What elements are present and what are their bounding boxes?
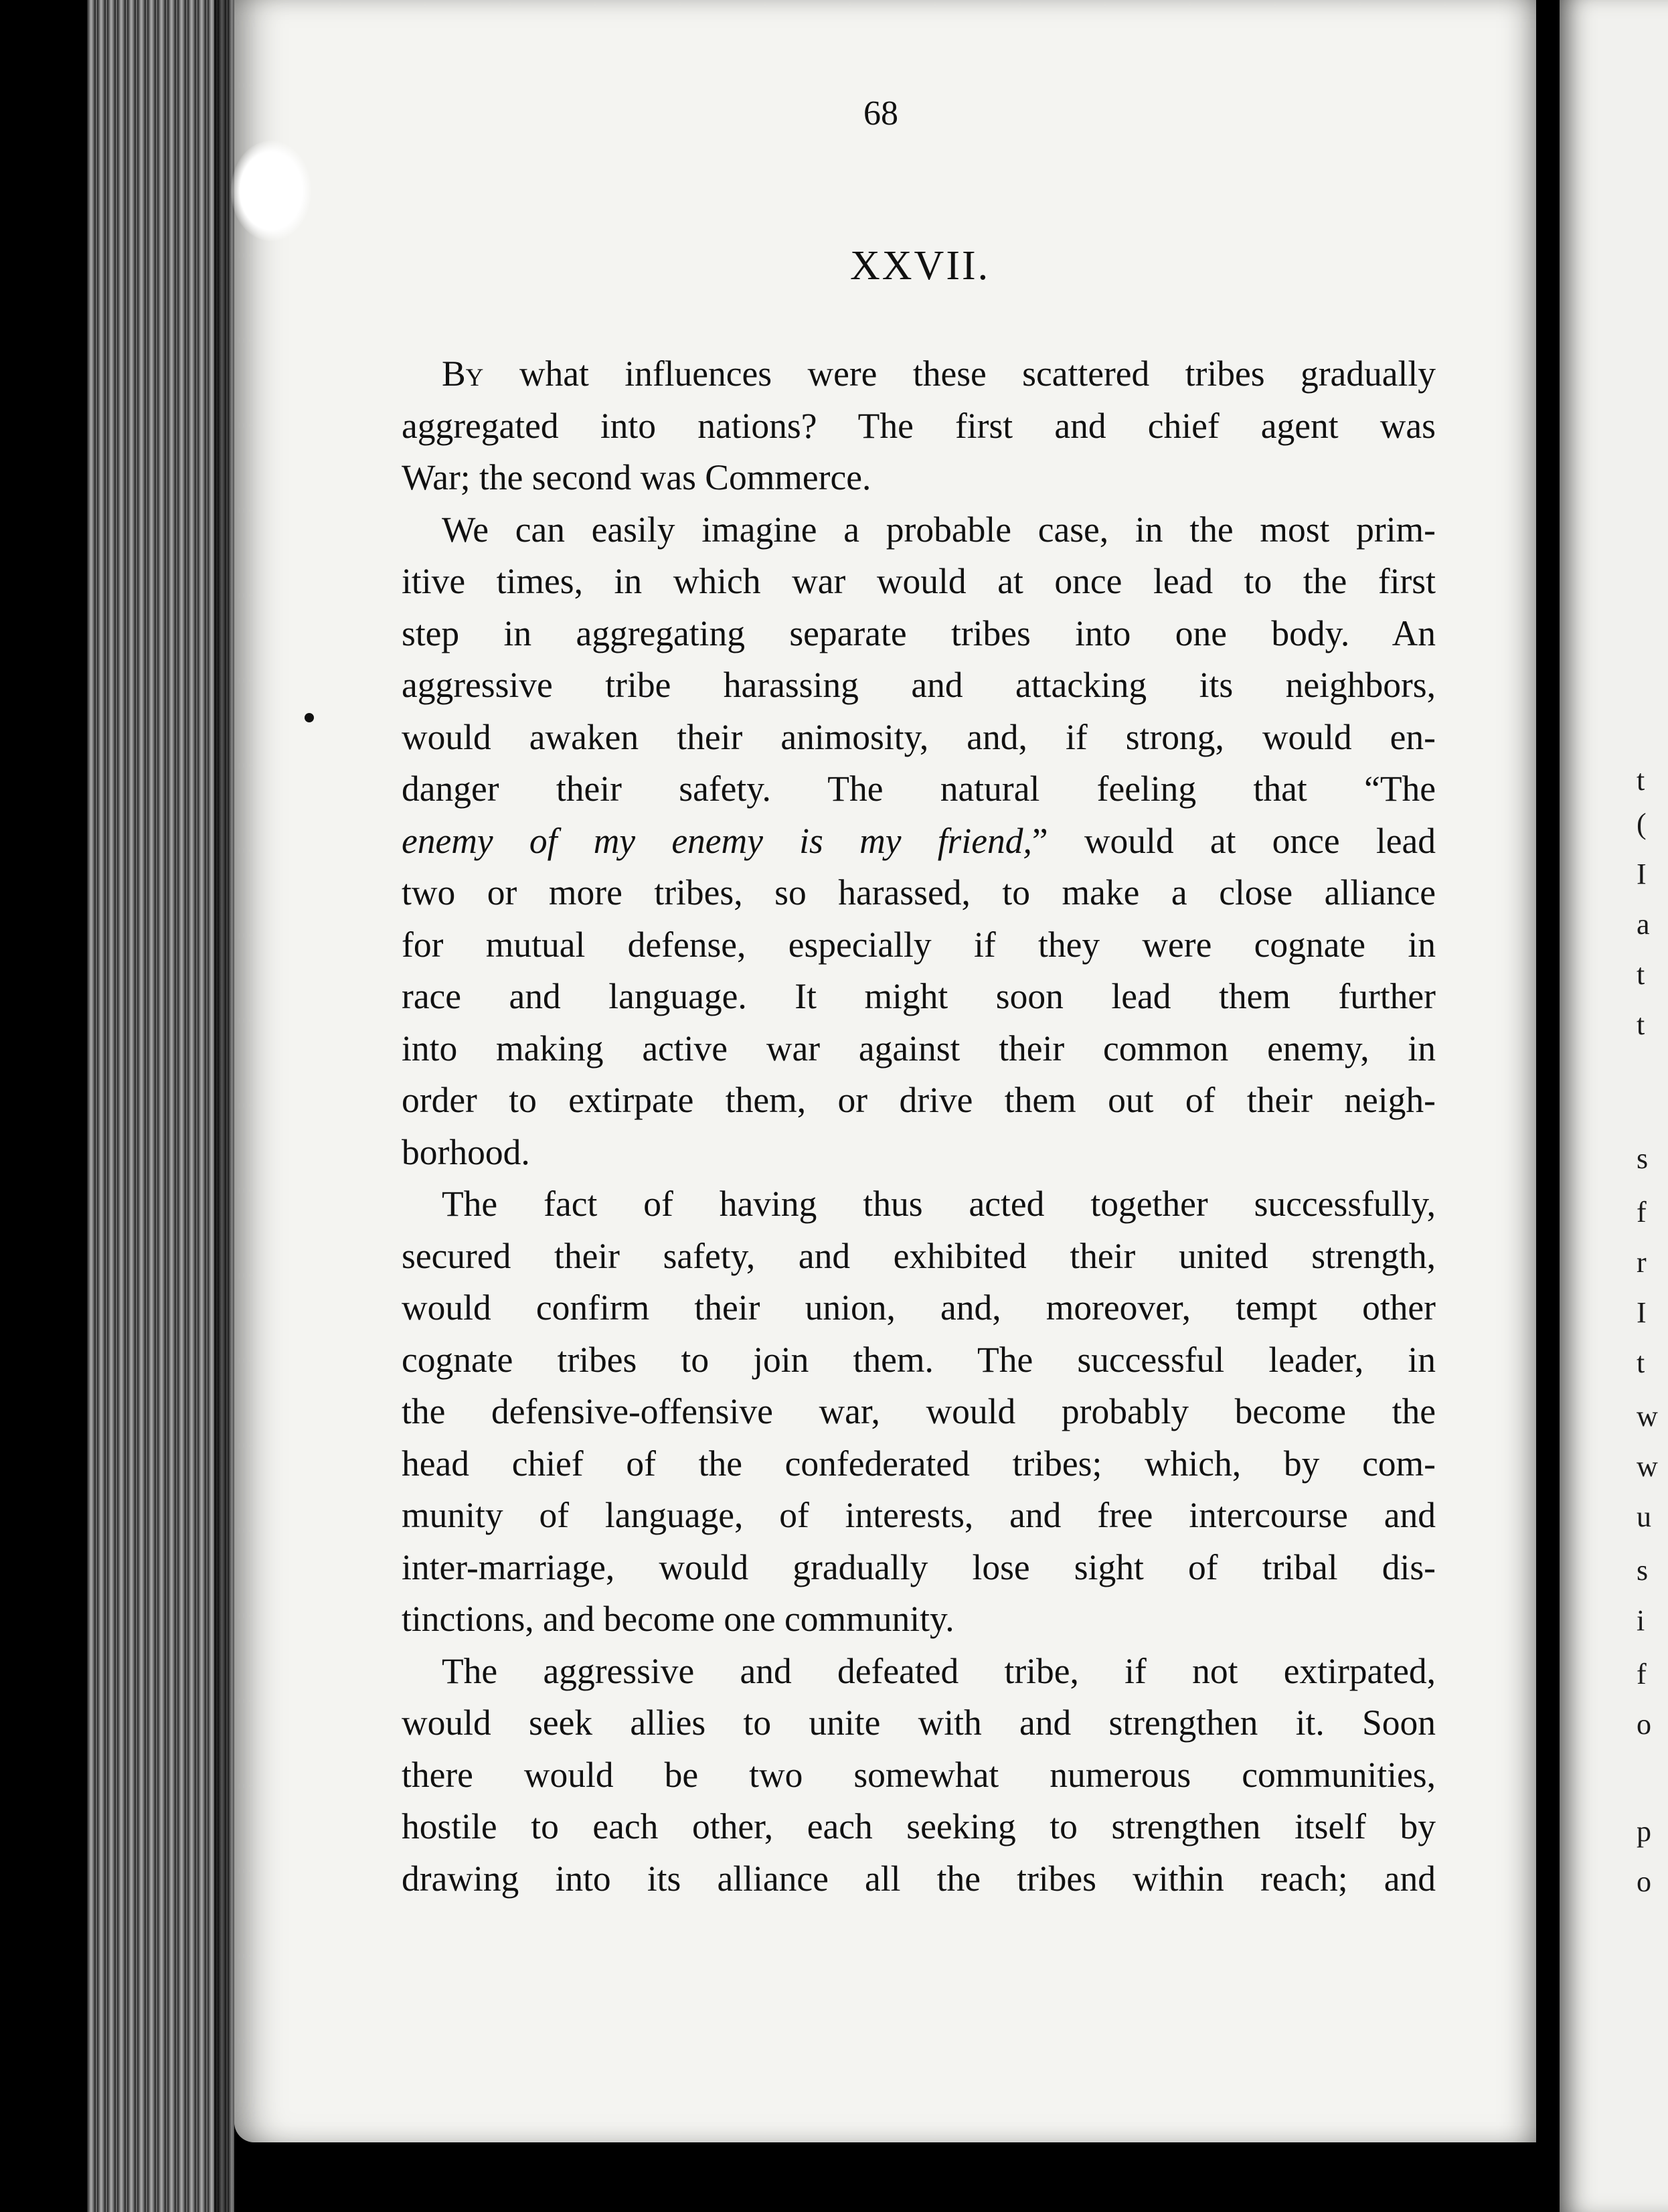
adjacent-page-letter: I [1637,1296,1647,1329]
line-text: ” would at once lead [1031,820,1436,861]
adjacent-page-letter: f [1637,1196,1647,1229]
adjacent-page-letter: I [1637,858,1647,890]
book-page-stack [87,0,234,2212]
adjacent-page-letter: t [1637,1008,1645,1041]
text-line: danger their safety. The natural feeling that “The [402,769,1436,809]
ink-speck [305,713,314,722]
text-line [402,348,1436,400]
drop-word: By [442,353,484,394]
text-line: would confirm their union, and, moreover, tempt other [402,1287,1436,1328]
text-line: two or more tribes, so harassed, to make a close alliance [402,872,1436,913]
text-line: would seek allies to unite with and strengthen it. Soon [402,1703,1436,1743]
text-line: secured their safety, and exhibited their united strength, [402,1235,1436,1276]
text-line: The aggressive and defeated tribe, if not extirpated, [442,1650,1436,1691]
text-line: hostile to each other, each seeking to strengthen itself by [402,1806,1436,1846]
adjacent-page-letter: o [1637,1865,1651,1898]
text-line: War; the second was Commerce. [402,457,871,497]
paragraph [402,504,1436,1179]
adjacent-page-letter: o [1637,1708,1651,1741]
adjacent-page-letter: ( [1637,807,1647,840]
adjacent-page-sliver [1560,0,1668,2212]
adjacent-page-letter: r [1637,1246,1647,1279]
adjacent-page-letter: s [1637,1554,1649,1587]
chapter-heading: XXVII. [850,243,991,289]
adjacent-page-letter: t [1637,764,1645,797]
page-number: 68 [863,94,898,133]
body-text [402,348,1436,1905]
paper-blemish [231,141,311,241]
adjacent-page-letter: i [1637,1604,1645,1637]
adjacent-page-letter: t [1637,1346,1645,1379]
adjacent-page-letter: f [1637,1658,1647,1690]
text-line: The fact of having thus acted together successfully, [442,1184,1436,1224]
adjacent-page-letter: w [1637,1450,1658,1483]
adjacent-page-letter: t [1637,958,1645,991]
text-line: order to extirpate them, or drive them out of their neigh- [402,1080,1436,1120]
text-line: the defensive-offensive war, would probably become the [402,1391,1436,1431]
text-line: into making active war against their common enemy, in [402,1028,1436,1069]
text-line: munity of language, of interests, and free intercourse and [402,1495,1436,1535]
text-line: step in aggregating separate tribes into one body. An [402,613,1436,653]
text-line: aggressive tribe harassing and attacking its neighbors, [402,665,1436,705]
text-line: borhood. [402,1131,530,1172]
text-line: tinctions, and become one community. [402,1599,954,1639]
text-line [402,815,1436,868]
text-line: for mutual defense, especially if they were cognate in [402,924,1436,965]
adjacent-page-letter: u [1637,1500,1651,1533]
paragraph [402,1178,1436,1646]
text-line: aggregated into nations? The first and chief agent was [402,405,1436,446]
text-line: would awaken their animosity, and, if strong, would en- [402,716,1436,757]
text-line: We can easily imagine a probable case, in the most prim- [442,509,1436,550]
text-line: race and language. It might soon lead them further [402,976,1436,1016]
line-text: what influences were these scattered tribes gradually [483,353,1436,394]
adjacent-page-letter: w [1637,1400,1658,1433]
text-line: there would be two somewhat numerous communities, [402,1754,1436,1795]
text-line: cognate tribes to join them. The successful leader, in [402,1339,1436,1380]
adjacent-page-letter: s [1637,1142,1649,1175]
adjacent-page-letter: a [1637,908,1650,941]
paragraph [402,348,1436,504]
text-line: itive times, in which war would at once lead to the first [402,561,1436,601]
adjacent-page-letter: p [1637,1815,1651,1848]
text-line: inter-marriage, would gradually lose sight of tribal dis- [402,1547,1436,1587]
text-line: head chief of the confederated tribes; which, by com- [402,1443,1436,1484]
paragraph [402,1646,1436,1905]
text-line: drawing into its alliance all the tribes within reach; and [402,1858,1436,1899]
italic-quote: enemy of my enemy is my friend, [402,820,1032,861]
